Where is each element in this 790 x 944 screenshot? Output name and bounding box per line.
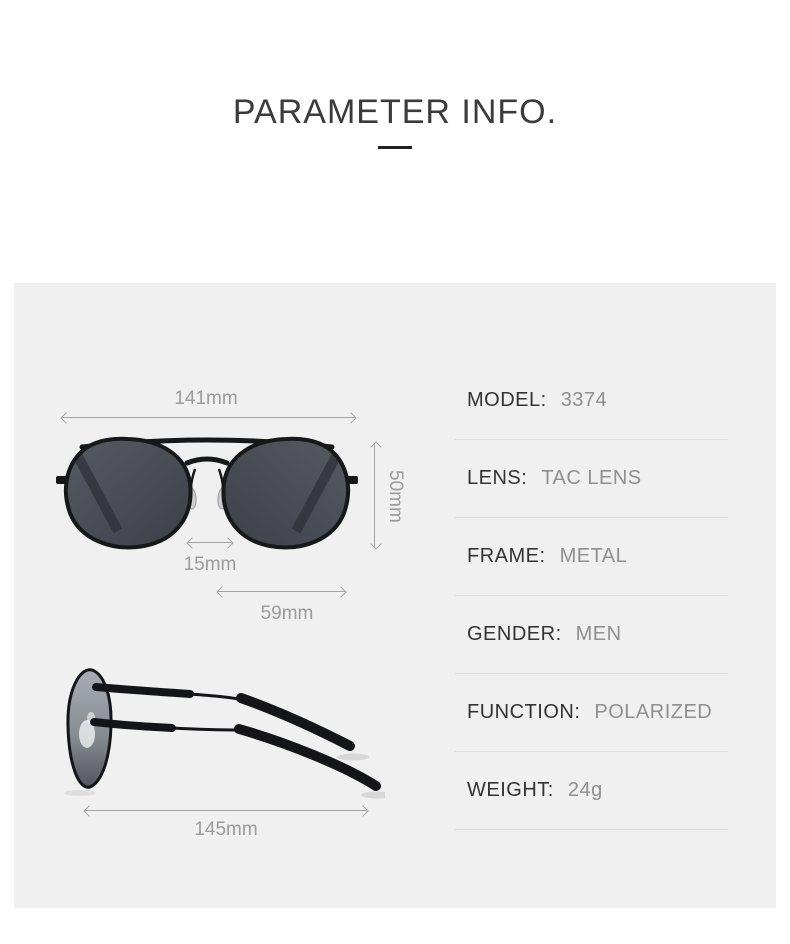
spec-value: 24g <box>567 779 603 801</box>
spec-label: FRAME: <box>467 545 546 567</box>
spec-label: LENS: <box>467 467 528 489</box>
temple-length-arrow <box>85 810 367 811</box>
spec-value: METAL <box>559 545 628 567</box>
spec-row-frame <box>455 518 728 596</box>
temple-length-dimension-label: 145mm <box>194 819 258 840</box>
lens-width-dimension-label: 59mm <box>260 603 314 624</box>
lens-width-arrow <box>218 591 345 592</box>
sunglasses-side-view-image <box>60 660 385 800</box>
spec-value: 3374 <box>560 389 608 411</box>
spec-label: WEIGHT: <box>467 779 554 801</box>
lens-height-arrow <box>374 443 375 548</box>
parameter-panel <box>14 283 776 908</box>
spec-label: FUNCTION: <box>467 701 581 723</box>
bridge-width-dimension-label: 15mm <box>183 554 237 575</box>
title-underline <box>378 146 412 149</box>
spec-row-lens <box>455 440 728 518</box>
spec-label: MODEL: <box>467 389 547 411</box>
lens-height-dimension-label: 50mm <box>385 469 406 523</box>
spec-row-weight <box>455 752 728 830</box>
spec-list <box>455 362 728 830</box>
spec-row-model <box>455 362 728 440</box>
spec-value: TAC LENS <box>541 467 642 489</box>
total-width-dimension-label: 141mm <box>174 388 238 409</box>
total-width-arrow <box>62 417 355 418</box>
spec-value: POLARIZED <box>594 701 713 723</box>
bridge-width-arrow <box>188 542 232 543</box>
page-title: PARAMETER INFO. <box>232 93 558 131</box>
spec-label: GENDER: <box>467 623 562 645</box>
spec-row-gender <box>455 596 728 674</box>
spec-row-function <box>455 674 728 752</box>
spec-value: MEN <box>575 623 622 645</box>
